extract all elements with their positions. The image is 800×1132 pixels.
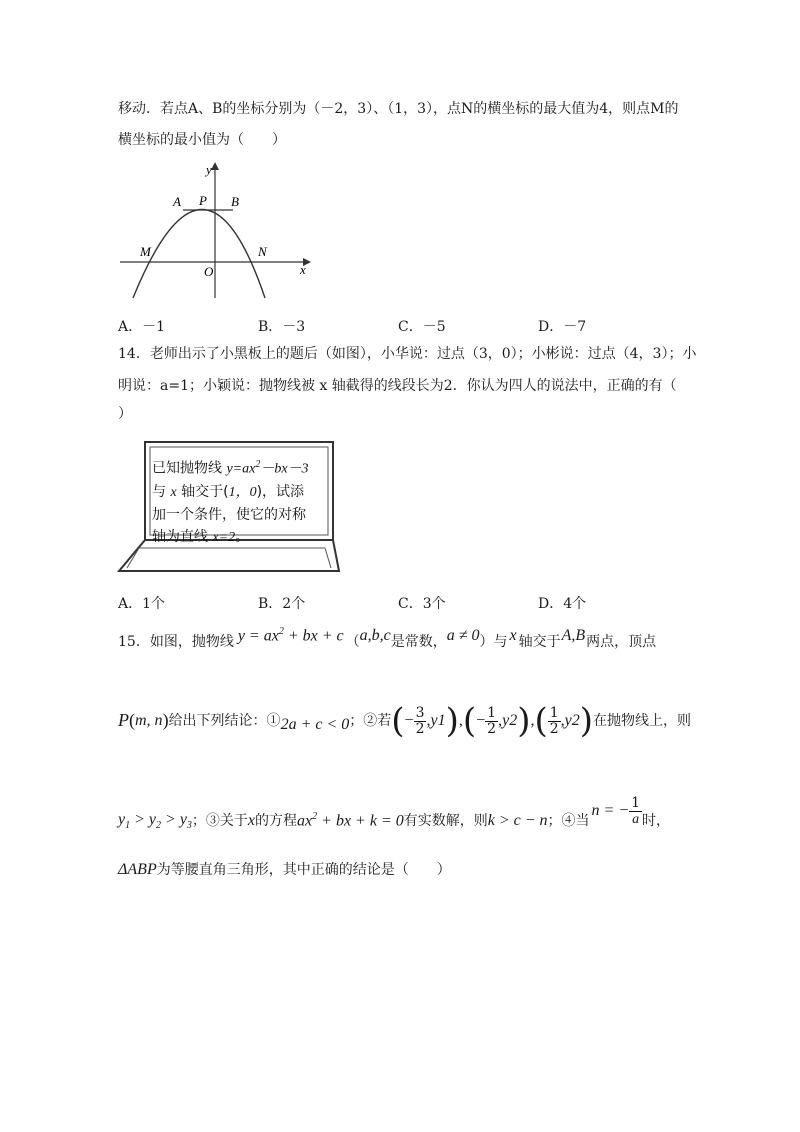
q14-line-3: ） bbox=[118, 406, 132, 422]
q13-option-d[interactable]: D．－7 bbox=[538, 319, 587, 335]
q13-option-c[interactable]: C．－5 bbox=[398, 319, 446, 335]
board-line-2: 与 x 轴交于(1，0)，试添 bbox=[152, 483, 305, 500]
q13-line-2: 横坐标的最小值为（ ） bbox=[118, 132, 286, 148]
label-o: O bbox=[204, 264, 214, 279]
label-n: N bbox=[258, 244, 267, 259]
q14-line-1: 14．老师出示了小黑板上的题后（如图），小华说：过点（3，0）；小彬说：过点（4，3）；小 bbox=[118, 346, 697, 362]
q13-line-1: 移动．若点A、B的坐标分别为（－2，3）、（1，3），点N的横坐标的最大值为4，则点M的 bbox=[118, 101, 679, 117]
q14-option-d[interactable]: D．4个 bbox=[538, 596, 587, 612]
q15-line-2: P ( m, n ) 给出下列结论：① 2a + c < 0 ；②若 ( − $\frac{3}{2}$ , y 1 ) , ( − $\frac{1}{2}$ , y 2 ) , ( $\frac{1}{2}$ , y 2 ) 在抛物线上，则 bbox=[118, 701, 692, 741]
q14-option-a[interactable]: A．1个 bbox=[118, 596, 166, 612]
board-line-1: 已知抛物线 $y=ax^2-bx-3$ bbox=[152, 459, 309, 477]
q15-line-3: $y_1 > y_2 > y_3$ ；③关于 x 的方程 $ax^2$ + bx + k = 0 有实数解，则 k > c − n ；④当 n = − $\frac{1}{a}$ 时， bbox=[118, 794, 671, 832]
q14-option-c[interactable]: C．3个 bbox=[398, 596, 446, 612]
q13-parabola-figure bbox=[115, 158, 315, 300]
blackboard-text bbox=[152, 454, 309, 549]
label-m: M bbox=[140, 244, 151, 259]
label-p: P bbox=[199, 193, 207, 208]
q14-line-2: 明说：a=1；小颖说：抛物线被 x 轴截得的线段长为2．你认为四人的说法中，正确的有（ bbox=[118, 378, 677, 394]
label-y: y bbox=[206, 162, 212, 177]
q14-option-b[interactable]: B．2个 bbox=[258, 596, 306, 612]
y-axis-arrow bbox=[211, 162, 219, 170]
q15-line-4: ΔABP 为等腰直角三角形，其中正确的结论是（ ） bbox=[118, 861, 451, 879]
q15-line-1: 15．如图，抛物线 $y = ax^2$ + bx + c （ a,b,c 是常数， a ≠ 0 ）与 x 轴交于 A,B 两点，顶点 bbox=[118, 625, 657, 650]
q13-option-b[interactable]: B．－3 bbox=[258, 319, 306, 335]
board-line-3: 加一个条件，使它的对称 bbox=[152, 506, 306, 523]
board-line-4: 轴为直线 x=2。 bbox=[152, 528, 250, 545]
parabola-curve bbox=[133, 210, 265, 299]
q13-option-a[interactable]: A．－1 bbox=[118, 319, 166, 335]
label-b: B bbox=[231, 194, 239, 209]
label-a: A bbox=[173, 194, 181, 209]
label-x: x bbox=[300, 262, 306, 277]
